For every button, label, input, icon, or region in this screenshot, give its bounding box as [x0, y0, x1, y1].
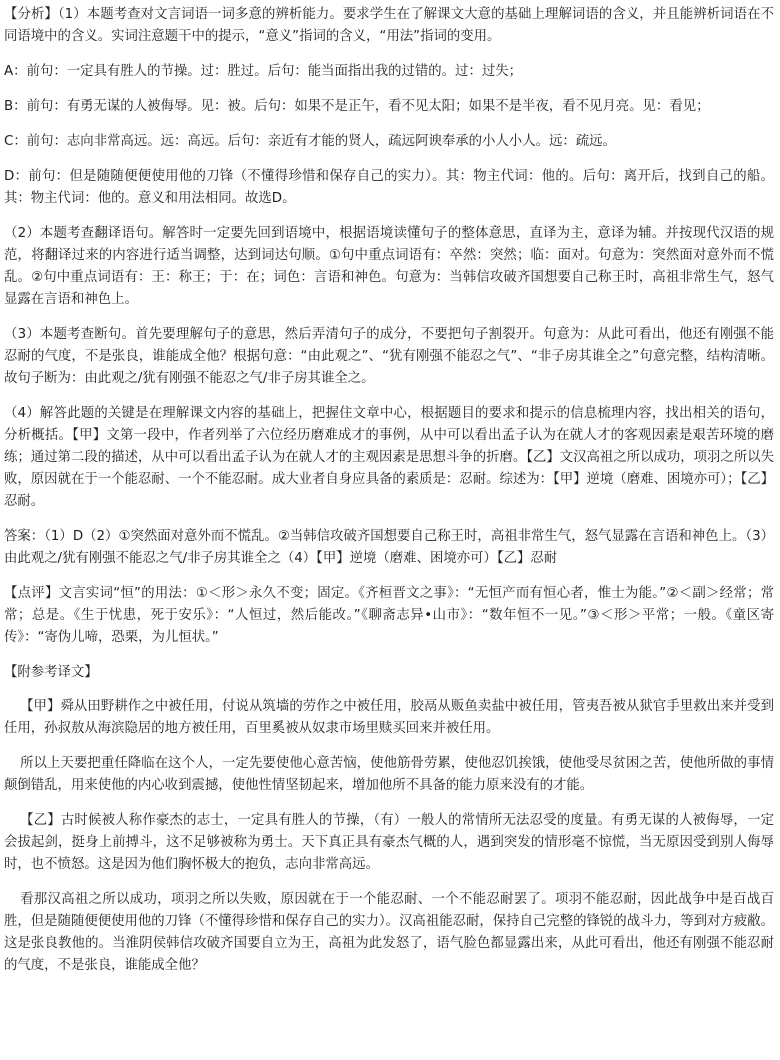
translation-yi-paragraph-2: 看那汉高祖之所以成功，项羽之所以失败，原因就在于一个能忍耐、一个不能忍耐罢了。项羽不能忍耐，因此战争中是百战百胜，但是随随便便使用他的刀锋（不懂得珍惜和保存自己的实力）。汉高祖能忍耐，保持自己完整的锋锐的战斗力，等到对方疲敝。这是张良教他的。当淮阴侯韩信攻破齐国要自立为王，高祖为此发怒了，语气脸色都显露出来，从此可看出，他还有刚强不能忍耐的气度，不是张良，谁能成全他？: [4, 892, 774, 973]
translation-heading: 【附参考译文】: [4, 665, 98, 680]
comment-paragraph: 【点评】文言实词“恒”的用法：①＜形＞永久不变；固定。《齐桓晋文之事》：“无恒产而有恒心者，惟士为能。”②＜副＞经常；常常；总是。《生于忧患，死于安乐》：“人恒过，然后能改。”《聊斋志异•山市》：“数年恒不一见。”③＜形＞平常；一般。《童区寄传》：“寄伪儿啼，恐栗，为儿恒状。”: [4, 586, 774, 645]
option-b-paragraph: B：前句：有勇无谋的人被侮辱。见：被。后句：如果不是正午，看不见太阳；如果不是半夜，看不见月亮。见：看见；: [4, 99, 710, 114]
option-c-paragraph: C：前句：志向非常高远。远：高远。后句：亲近有才能的贤人，疏远阿谀奉承的小人小人。远：疏远。: [4, 134, 616, 149]
analysis-paragraph-1: 【分析】（1）本题考查对文言词语一词多意的辨析能力。要求学生在了解课文大意的基础上理解词语的含义，并且能辨析词语在不同语境中的含义。实词注意题干中的提示，“意义”指词的含义，“用法”指词的变用。: [4, 7, 774, 44]
analysis-paragraph-4: （4）解答此题的关键是在理解课文内容的基础上，把握住文章中心，根据题目的要求和提示的信息梳理内容，找出相关的语句，分析概括。【甲】文第一段中，作者列举了六位经历磨难成才的事例，从中可以看出孟子认为在就人才的客观因素是艰苦环境的磨练；通过第二段的描述，从中可以看出孟子认为在就人才的主观因素是思想斗争的折磨。【乙】文汉高祖之所以成功，项羽之所以失败，原因就在于一个能忍耐、一个不能忍耐。成大业者自身应具备的素质是：忍耐。综述为：【甲】逆境（磨难、困境亦可）；【乙】忍耐。: [4, 406, 774, 509]
analysis-paragraph-3: （3）本题考查断句。首先要理解句子的意思，然后弄清句子的成分，不要把句子割裂开。句意为：从此可看出，他还有刚强不能忍耐的气度，不是张良，谁能成全他？根据句意：“由此观之”、“犹有刚强不能忍之气”、“非子房其谁全之”句意完整，结构清晰。故句子断为：由此观之/犹有刚强不能忍之气/非子房其谁全之。: [4, 327, 774, 386]
answer-paragraph: 答案：（1）D（2）①突然面对意外而不慌乱。②当韩信攻破齐国想要自己称王时，高祖非常生气，怒气显露在言语和神色上。（3）由此观之/犹有刚强不能忍之气/非子房其谁全之（4）【甲】逆境（磨难、困境亦可）【乙】忍耐: [4, 529, 774, 566]
option-d-paragraph: D：前句：但是随随便便使用他的刀锋（不懂得珍惜和保存自己的实力）。其：物主代词：他的。后句：离开后，找到自己的船。其：物主代词：他的。意义和用法相同。故选D。: [4, 169, 774, 206]
document-body: [4, 4, 774, 990]
translation-jia-paragraph-2: 所以上天要把重任降临在这个人，一定先要使他心意苦恼，使他筋骨劳累，使他忍饥挨饿，使他受尽贫困之苦，使他所做的事情颠倒错乱，用来使他的内心收到震撼，使他性情坚韧起来，增加他所不具备的能力原来没有的才能。: [4, 756, 774, 793]
analysis-paragraph-2: （2）本题考查翻译语句。解答时一定要先回到语境中，根据语境读懂句子的整体意思，直译为主，意译为辅。并按现代汉语的规范，将翻译过来的内容进行适当调整，达到词达句顺。①句中重点词语有：卒然：突然；临：面对。句意为：突然面对意外而不慌乱。②句中重点词语有：王：称王；于：在；词色：言语和神色。句意为：当韩信攻破齐国想要自己称王时，高祖非常生气，怒气显露在言语和神色上。: [4, 226, 774, 307]
translation-jia-paragraph-1: 【甲】舜从田野耕作之中被任用，付说从筑墙的劳作之中被任用，胶鬲从贩鱼卖盐中被任用，管夷吾被从狱官手里救出来并受到任用，孙叔敖从海滨隐居的地方被任用，百里奚被从奴隶市场里赎买回来并被任用。: [4, 699, 774, 736]
translation-yi-paragraph-1: 【乙】古时候被人称作豪杰的志士，一定具有胜人的节操，（有）一般人的常情所无法忍受的度量。有勇无谋的人被侮辱，一定会拔起剑，挺身上前搏斗，这不足够被称为勇士。天下真正具有豪杰气概的人，遇到突发的情形毫不惊慌，当无原因受到别人侮辱时，也不愤怒。这是因为他们胸怀极大的抱负，志向非常高远。: [4, 813, 774, 872]
option-a-paragraph: A：前句：一定具有胜人的节操。过：胜过。后句：能当面指出我的过错的。过：过失；: [4, 64, 523, 79]
